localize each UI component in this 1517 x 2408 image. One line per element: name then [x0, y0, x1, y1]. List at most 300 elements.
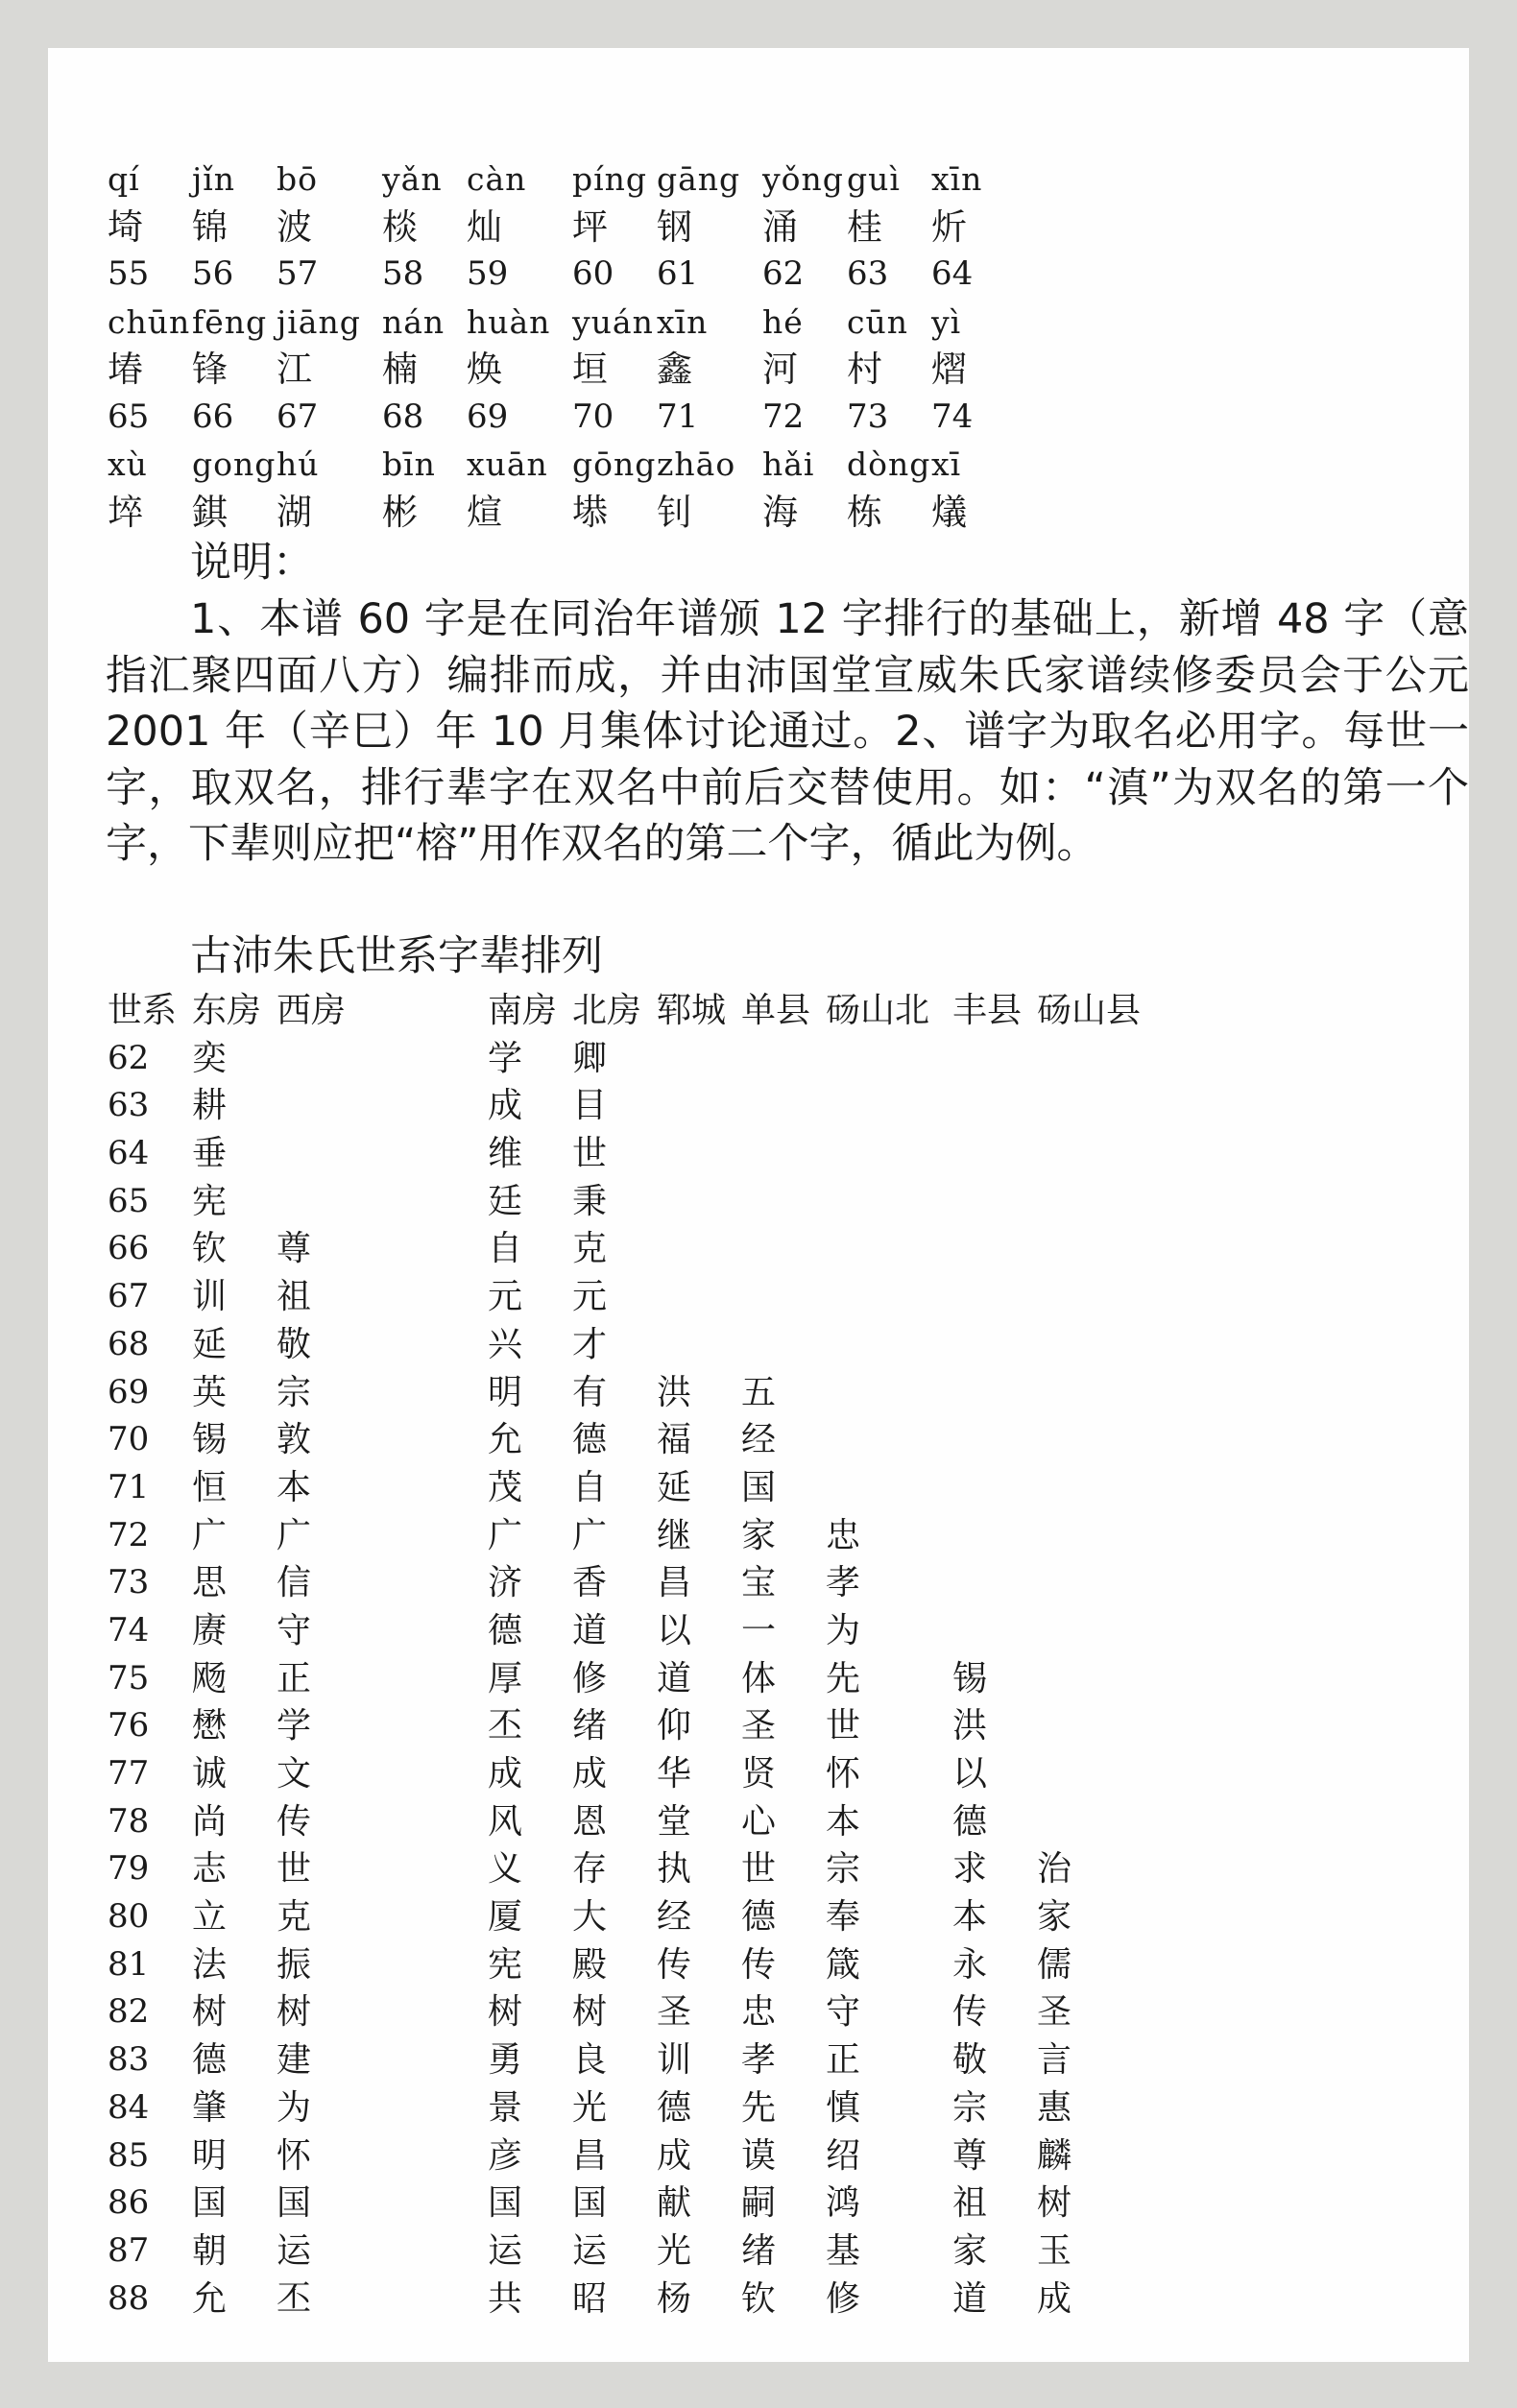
hanzi-cell: 煊	[467, 491, 502, 533]
generation-character: 箴	[826, 1944, 861, 1985]
generation-character: 卿	[572, 1038, 608, 1078]
nums-cell: 58	[382, 254, 424, 293]
generation-character: 飏	[192, 1658, 228, 1698]
hanzi-cell: 焕	[467, 349, 502, 390]
hanzi-cell: 楠	[382, 349, 418, 390]
generation-character: 德	[657, 2087, 692, 2128]
generation-character: 良	[572, 2040, 608, 2081]
nums-cell: 65	[108, 397, 150, 436]
generation-character: 丕	[277, 2278, 312, 2319]
generation-character: 本	[952, 1897, 988, 1938]
column-header: 砀山县	[1037, 991, 1142, 1030]
generation-character: 国	[277, 2183, 312, 2224]
generation-character: 广	[488, 1515, 523, 1555]
hanzi-cell: 鑫	[657, 349, 692, 390]
generation-character: 目	[572, 1086, 608, 1126]
generation-number: 74	[108, 1610, 150, 1649]
generation-character: 道	[952, 2278, 988, 2319]
generation-character: 共	[488, 2278, 523, 2319]
generation-character: 济	[488, 1563, 523, 1603]
generation-character: 圣	[741, 1706, 777, 1746]
generation-character: 学	[277, 1706, 312, 1746]
pinyin-cell: xīn	[657, 302, 709, 341]
notes-title: 说明：	[190, 539, 314, 587]
generation-character: 广	[572, 1515, 608, 1555]
generation-character: 圣	[1037, 1992, 1072, 2033]
nums-cell: 67	[277, 397, 319, 436]
generation-character: 广	[277, 1515, 312, 1555]
column-header: 北房	[572, 991, 642, 1030]
generation-number: 84	[108, 2087, 150, 2127]
generation-character: 延	[657, 1467, 692, 1507]
generation-number: 71	[108, 1467, 150, 1506]
generation-character: 先	[741, 2087, 777, 2128]
generation-character: 廷	[488, 1181, 523, 1221]
generation-character: 赓	[192, 1610, 228, 1650]
generation-character: 训	[657, 2040, 692, 2081]
generation-character: 朝	[192, 2230, 228, 2271]
generation-character: 学	[488, 1038, 523, 1078]
generation-character: 基	[826, 2230, 861, 2271]
column-header: 郓城	[657, 991, 727, 1030]
hanzi-cell: 锦	[192, 205, 228, 248]
generation-number: 81	[108, 1944, 150, 1984]
generation-character: 圣	[657, 1992, 692, 2033]
generation-character: 为	[277, 2087, 312, 2128]
generation-character: 恩	[572, 1801, 608, 1842]
pinyin-cell: píng	[572, 160, 648, 198]
hanzi-cell: 灿	[467, 205, 502, 248]
generation-number: 65	[108, 1181, 150, 1220]
nums-cell: 73	[847, 397, 889, 436]
nums-cell: 74	[931, 397, 974, 436]
hanzi-cell: 燨	[931, 491, 967, 533]
pinyin-cell: xīn	[931, 160, 983, 198]
generation-character: 为	[826, 1610, 861, 1650]
generation-character: 家	[741, 1515, 777, 1555]
nums-cell: 61	[657, 254, 699, 293]
generation-character: 敬	[277, 1324, 312, 1364]
pinyin-cell: yǎn	[382, 160, 443, 198]
generation-character: 殿	[572, 1944, 608, 1985]
generation-character: 元	[488, 1277, 523, 1317]
nums-cell: 63	[847, 254, 889, 293]
generation-character: 宝	[741, 1563, 777, 1603]
generation-character: 德	[572, 1420, 608, 1460]
column-header: 南房	[488, 991, 558, 1030]
hanzi-cell: 堾	[108, 349, 143, 390]
pinyin-cell: càn	[467, 160, 527, 198]
generation-character: 奉	[826, 1897, 861, 1938]
generation-character: 孝	[826, 1563, 861, 1603]
generation-character: 正	[826, 2040, 861, 2081]
pinyin-cell: fēng	[192, 302, 268, 341]
generation-character: 运	[572, 2230, 608, 2271]
generation-character: 贤	[741, 1754, 777, 1794]
generation-character: 昌	[572, 2135, 608, 2176]
generation-character: 光	[657, 2230, 692, 2271]
generation-character: 景	[488, 2087, 523, 2128]
generation-number: 76	[108, 1706, 150, 1746]
generation-number: 68	[108, 1324, 150, 1363]
generation-character: 玉	[1037, 2230, 1072, 2271]
generation-character: 嗣	[741, 2183, 777, 2224]
generation-character: 传	[952, 1992, 988, 2033]
generation-character: 宪	[488, 1944, 523, 1985]
generation-number: 62	[108, 1038, 150, 1077]
generation-character: 治	[1037, 1849, 1072, 1890]
generation-character: 树	[277, 1992, 312, 2033]
generation-character: 明	[488, 1372, 523, 1412]
column-header: 西房	[277, 991, 347, 1030]
pinyin-cell: xù	[108, 445, 148, 483]
generation-character: 诚	[192, 1754, 228, 1794]
nums-cell: 62	[762, 254, 805, 293]
notes-paragraph: 1、本谱 60 字是在同治年谱颁 12 字排行的基础上，新增 48 字（意指汇聚四面八方）编排而成，并由沛国堂宣威朱氏家谱续修委员会于公元 2001 年（辛巳）年 10 月集体讨论通过。2、谱字为取名必用字。每世一字，取双名，排行辈字在双名中前后交替使用。如：“滇”为双名的第一个字，下辈则应把“榕”用作双名的第二个字，循此为例。	[106, 595, 1469, 868]
generation-character: 尚	[192, 1801, 228, 1842]
generation-character: 恒	[192, 1467, 228, 1507]
generation-character: 成	[572, 1754, 608, 1794]
generation-character: 杨	[657, 2278, 692, 2319]
hanzi-cell: 塨	[572, 491, 608, 533]
generation-character: 道	[657, 1658, 692, 1698]
generation-character: 才	[572, 1324, 608, 1364]
generation-character: 维	[488, 1134, 523, 1174]
nums-cell: 71	[657, 397, 699, 436]
generation-character: 五	[741, 1372, 777, 1412]
generation-character: 堂	[657, 1801, 692, 1842]
generation-character: 德	[192, 2040, 228, 2081]
pinyin-cell: yǒng	[762, 160, 844, 198]
generation-character: 允	[488, 1420, 523, 1460]
hanzi-cell: 坪	[572, 205, 608, 248]
hanzi-cell: 埣	[108, 491, 143, 533]
generation-character: 正	[277, 1658, 312, 1698]
nums-cell: 68	[382, 397, 424, 436]
generation-character: 敬	[952, 2040, 988, 2081]
generation-character: 德	[952, 1801, 988, 1842]
hanzi-cell: 垣	[572, 349, 608, 390]
generation-character: 国	[741, 1467, 777, 1507]
pinyin-cell: bō	[277, 160, 318, 198]
generation-character: 茂	[488, 1467, 523, 1507]
generation-character: 仰	[657, 1706, 692, 1746]
nums-cell: 59	[467, 254, 509, 293]
hanzi-cell: 彬	[382, 491, 418, 533]
generation-number: 86	[108, 2183, 150, 2223]
generation-character: 成	[488, 1086, 523, 1126]
generation-character: 绪	[572, 1706, 608, 1746]
generation-character: 求	[952, 1849, 988, 1890]
generation-character: 洪	[952, 1706, 988, 1746]
generation-character: 言	[1037, 2040, 1072, 2081]
generation-character: 修	[826, 2278, 861, 2319]
generation-number: 67	[108, 1277, 150, 1316]
generation-character: 树	[572, 1992, 608, 2033]
generation-character: 延	[192, 1324, 228, 1364]
generation-character: 忠	[826, 1515, 861, 1555]
generation-number: 73	[108, 1563, 150, 1602]
pinyin-cell: jiāng	[277, 302, 361, 341]
generation-character: 克	[572, 1229, 608, 1269]
nums-cell: 57	[277, 254, 319, 293]
column-header: 砀山北	[826, 991, 930, 1030]
generation-character: 洪	[657, 1372, 692, 1412]
generation-character: 秉	[572, 1181, 608, 1221]
generation-character: 守	[826, 1992, 861, 2033]
generation-character: 宗	[952, 2087, 988, 2128]
nums-cell: 66	[192, 397, 234, 436]
table-title: 古沛朱氏世系字辈排列	[190, 932, 603, 980]
generation-character: 执	[657, 1849, 692, 1890]
generation-character: 钦	[192, 1229, 228, 1269]
generation-character: 传	[741, 1944, 777, 1985]
generation-character: 丕	[488, 1706, 523, 1746]
hanzi-cell: 棪	[382, 205, 418, 248]
generation-character: 建	[277, 2040, 312, 2081]
hanzi-cell: 栋	[847, 491, 882, 533]
generation-number: 77	[108, 1754, 150, 1793]
generation-character: 儒	[1037, 1944, 1072, 1985]
generation-character: 有	[572, 1372, 608, 1412]
generation-character: 世	[277, 1849, 312, 1890]
generation-character: 厦	[488, 1897, 523, 1938]
hanzi-cell: 河	[762, 349, 798, 390]
pinyin-cell: hǎi	[762, 445, 815, 483]
nums-cell: 56	[192, 254, 234, 293]
hanzi-cell: 村	[847, 349, 882, 390]
generation-character: 以	[657, 1610, 692, 1650]
generation-character: 勇	[488, 2040, 523, 2081]
generation-character: 允	[192, 2278, 228, 2319]
generation-character: 家	[1037, 1897, 1072, 1938]
generation-character: 国	[488, 2183, 523, 2224]
generation-character: 体	[741, 1658, 777, 1698]
generation-character: 义	[488, 1849, 523, 1890]
hanzi-cell: 炘	[931, 205, 967, 248]
generation-character: 成	[488, 1754, 523, 1794]
generation-character: 世	[572, 1134, 608, 1174]
generation-number: 66	[108, 1229, 150, 1268]
generation-number: 80	[108, 1897, 150, 1937]
generation-character: 家	[952, 2230, 988, 2271]
generation-character: 自	[572, 1467, 608, 1507]
generation-character: 钦	[741, 2278, 777, 2319]
pinyin-cell: cūn	[847, 302, 908, 341]
generation-character: 大	[572, 1897, 608, 1938]
generation-number: 85	[108, 2135, 150, 2175]
generation-character: 忠	[741, 1992, 777, 2033]
generation-character: 昌	[657, 1563, 692, 1603]
pinyin-cell: xuān	[467, 445, 548, 483]
generation-number: 83	[108, 2040, 150, 2080]
generation-character: 以	[952, 1754, 988, 1794]
document-page	[48, 48, 1469, 2362]
generation-character: 广	[192, 1515, 228, 1555]
generation-character: 厚	[488, 1658, 523, 1698]
generation-character: 道	[572, 1610, 608, 1650]
pinyin-cell: gōng	[572, 445, 657, 483]
generation-character: 国	[572, 2183, 608, 2224]
generation-character: 传	[277, 1801, 312, 1842]
pinyin-cell: qí	[108, 160, 140, 198]
generation-character: 锡	[192, 1420, 228, 1460]
generation-number: 64	[108, 1134, 150, 1173]
pinyin-cell: chūn	[108, 302, 191, 341]
generation-number: 70	[108, 1420, 150, 1459]
generation-character: 成	[1037, 2278, 1072, 2319]
generation-character: 谟	[741, 2135, 777, 2176]
generation-character: 树	[1037, 2183, 1072, 2224]
generation-character: 本	[826, 1801, 861, 1842]
generation-character: 德	[488, 1610, 523, 1650]
generation-character: 心	[741, 1801, 777, 1842]
generation-character: 世	[826, 1706, 861, 1746]
pinyin-cell: bīn	[382, 445, 436, 483]
generation-character: 永	[952, 1944, 988, 1985]
generation-character: 彦	[488, 2135, 523, 2176]
hanzi-cell: 钊	[657, 491, 692, 533]
generation-character: 鸿	[826, 2183, 861, 2224]
nums-cell: 69	[467, 397, 509, 436]
generation-character: 懋	[192, 1706, 228, 1746]
generation-character: 经	[657, 1897, 692, 1938]
generation-character: 锡	[952, 1658, 988, 1698]
hanzi-cell: 埼	[108, 205, 143, 248]
generation-character: 法	[192, 1944, 228, 1985]
generation-number: 78	[108, 1801, 150, 1841]
pinyin-cell: huàn	[467, 302, 551, 341]
generation-character: 训	[192, 1277, 228, 1317]
generation-number: 69	[108, 1372, 150, 1411]
pinyin-cell: hú	[277, 445, 320, 483]
generation-character: 宗	[826, 1849, 861, 1890]
generation-character: 运	[277, 2230, 312, 2271]
hanzi-cell: 锋	[192, 349, 228, 390]
generation-character: 修	[572, 1658, 608, 1698]
generation-character: 孝	[741, 2040, 777, 2081]
generation-number: 79	[108, 1849, 150, 1889]
generation-number: 88	[108, 2278, 150, 2318]
generation-character: 垂	[192, 1134, 228, 1174]
generation-character: 绪	[741, 2230, 777, 2271]
pinyin-cell: zhāo	[657, 445, 736, 483]
generation-character: 树	[488, 1992, 523, 2033]
hanzi-cell: 錤	[192, 491, 228, 533]
nums-cell: 72	[762, 397, 805, 436]
generation-character: 克	[277, 1897, 312, 1938]
generation-character: 兴	[488, 1324, 523, 1364]
generation-character: 敦	[277, 1420, 312, 1460]
generation-character: 思	[192, 1563, 228, 1603]
generation-character: 尊	[952, 2135, 988, 2176]
nums-cell: 55	[108, 254, 150, 293]
generation-character: 德	[741, 1897, 777, 1938]
generation-character: 惠	[1037, 2087, 1072, 2128]
pinyin-cell: hé	[762, 302, 804, 341]
hanzi-cell: 桂	[847, 205, 882, 248]
column-header: 丰县	[952, 991, 1023, 1030]
generation-character: 存	[572, 1849, 608, 1890]
generation-number: 72	[108, 1515, 150, 1554]
generation-character: 怀	[826, 1754, 861, 1794]
column-header: 单县	[741, 991, 811, 1030]
generation-character: 光	[572, 2087, 608, 2128]
generation-character: 奕	[192, 1038, 228, 1078]
generation-character: 慎	[826, 2087, 861, 2128]
nums-cell: 64	[931, 254, 974, 293]
hanzi-cell: 波	[277, 205, 312, 248]
generation-character: 肇	[192, 2087, 228, 2128]
generation-number: 87	[108, 2230, 150, 2270]
generation-character: 福	[657, 1420, 692, 1460]
generation-character: 振	[277, 1944, 312, 1985]
generation-character: 宪	[192, 1181, 228, 1221]
generation-number: 82	[108, 1992, 150, 2032]
pinyin-cell: gāng	[657, 160, 741, 198]
generation-character: 继	[657, 1515, 692, 1555]
hanzi-cell: 钢	[657, 205, 692, 248]
generation-character: 宗	[277, 1372, 312, 1412]
generation-character: 麟	[1037, 2135, 1072, 2176]
generation-character: 成	[657, 2135, 692, 2176]
generation-character: 本	[277, 1467, 312, 1507]
generation-character: 立	[192, 1897, 228, 1938]
generation-number: 63	[108, 1086, 150, 1125]
generation-character: 志	[192, 1849, 228, 1890]
column-header: 东房	[192, 991, 262, 1030]
generation-character: 怀	[277, 2135, 312, 2176]
generation-character: 元	[572, 1277, 608, 1317]
generation-character: 先	[826, 1658, 861, 1698]
generation-character: 守	[277, 1610, 312, 1650]
generation-character: 绍	[826, 2135, 861, 2176]
generation-character: 文	[277, 1754, 312, 1794]
generation-character: 信	[277, 1563, 312, 1603]
generation-character: 昭	[572, 2278, 608, 2319]
pinyin-cell: dòng	[847, 445, 931, 483]
generation-number: 75	[108, 1658, 150, 1698]
generation-character: 耕	[192, 1086, 228, 1126]
generation-character: 世	[741, 1849, 777, 1890]
hanzi-cell: 江	[277, 349, 312, 390]
pinyin-cell: guì	[847, 160, 901, 198]
generation-character: 香	[572, 1563, 608, 1603]
nums-cell: 60	[572, 254, 614, 293]
pinyin-cell: xī	[931, 445, 962, 483]
generation-character: 尊	[277, 1229, 312, 1269]
generation-character: 明	[192, 2135, 228, 2176]
generation-character: 国	[192, 2183, 228, 2224]
generation-character: 一	[741, 1610, 777, 1650]
pinyin-cell: yì	[931, 302, 962, 341]
generation-character: 运	[488, 2230, 523, 2271]
generation-character: 华	[657, 1754, 692, 1794]
pinyin-cell: gong	[192, 445, 277, 483]
pinyin-cell: jǐn	[192, 160, 236, 198]
generation-character: 英	[192, 1372, 228, 1412]
hanzi-cell: 湖	[277, 491, 312, 533]
hanzi-cell: 熠	[931, 349, 967, 390]
nums-cell: 70	[572, 397, 614, 436]
pinyin-cell: nán	[382, 302, 445, 341]
generation-character: 祖	[952, 2183, 988, 2224]
hanzi-cell: 海	[762, 491, 798, 533]
generation-character: 献	[657, 2183, 692, 2224]
generation-character: 风	[488, 1801, 523, 1842]
pinyin-cell: yuán	[572, 302, 654, 341]
generation-character: 树	[192, 1992, 228, 2033]
